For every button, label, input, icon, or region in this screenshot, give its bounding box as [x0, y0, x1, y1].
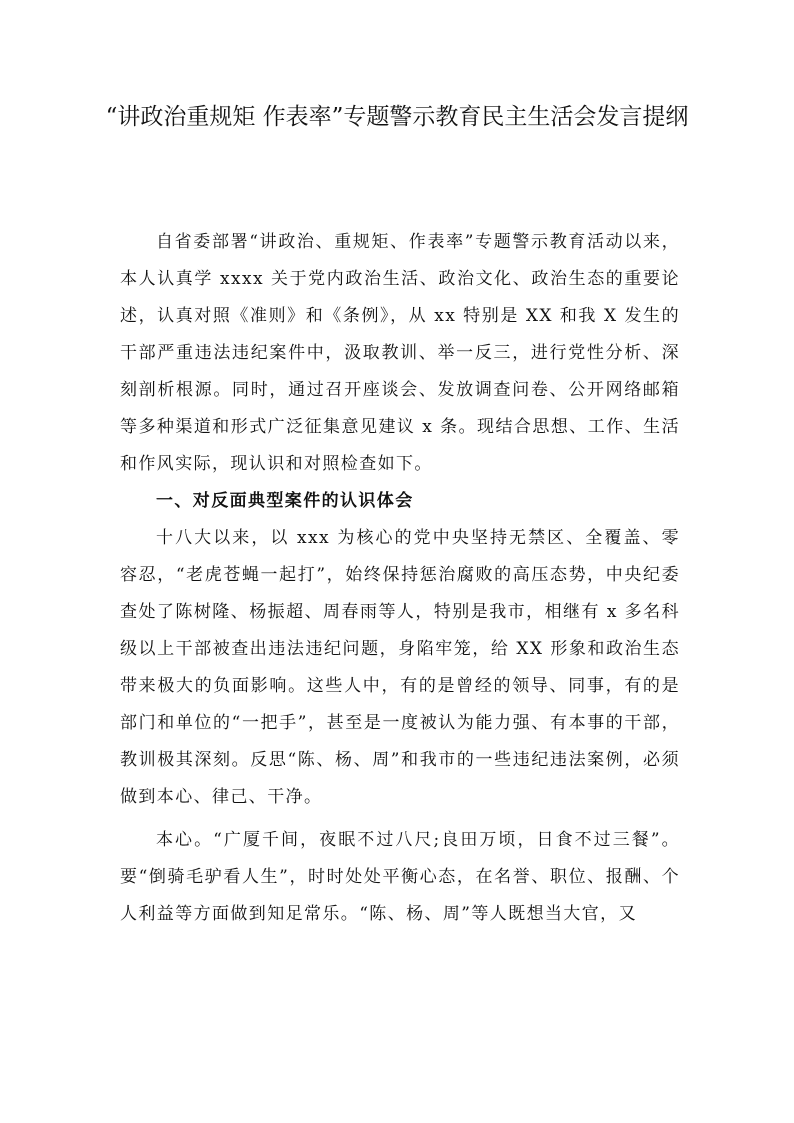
document-title: “讲政治重规矩 作表率”专题警示教育民主生活会发言提纲	[105, 104, 689, 130]
section-paragraph: 十八大以来，以 xxx 为核心的党中央坚持无禁区、全覆盖、零容忍，“老虎苍蝇一起打”，始终保持惩治腐败的高压态势，中央纪委查处了陈树隆、杨振超、周春雨等人，特别是我市，相继有 x 多名科级以上干部被查出违法违纪问题，身陷牢笼，给 XX 形象和政治生态带来极大的负面影响。这些人中，有的是曾经的领导、同事，有的是部门和单位的“一把手”，甚至是一度被认为能力强、有本事的干部，教训极其深刻。反思“陈、杨、周”和我市的一些违纪违法案例，必须做到本心、律己、干净。	[120, 528, 680, 807]
section-heading: 一、对反面典型案件的认识体会	[156, 491, 414, 511]
intro-paragraph: 自省委部署“讲政治、重规矩、作表率”专题警示教育活动以来，本人认真学 xxxx 关于党内政治生活、政治文化、政治生态的重要论述，认真对照《准则》和《条例》，从 xx 特别是 XX 和我 X 发生的干部严重违法违纪案件中，汲取教训、举一反三，进行党性分析、深刻剖析根源。同时，通过召开座谈会、发放调查问卷、公开网络邮箱等多种渠道和形式广泛征集意见建议 x 条。现结合思想、工作、生活和作风实际，现认识和对照检查如下。	[120, 232, 680, 474]
document-body	[120, 224, 680, 933]
section-paragraph: 本心。“广厦千间，夜眠不过八尺;良田万顷，日食不过三餐”。要“倒骑毛驴看人生”，时时处处平衡心态，在名誉、职位、报酬、个人利益等方面做到知足常乐。“陈、杨、周”等人既想当大官，又	[120, 830, 680, 924]
